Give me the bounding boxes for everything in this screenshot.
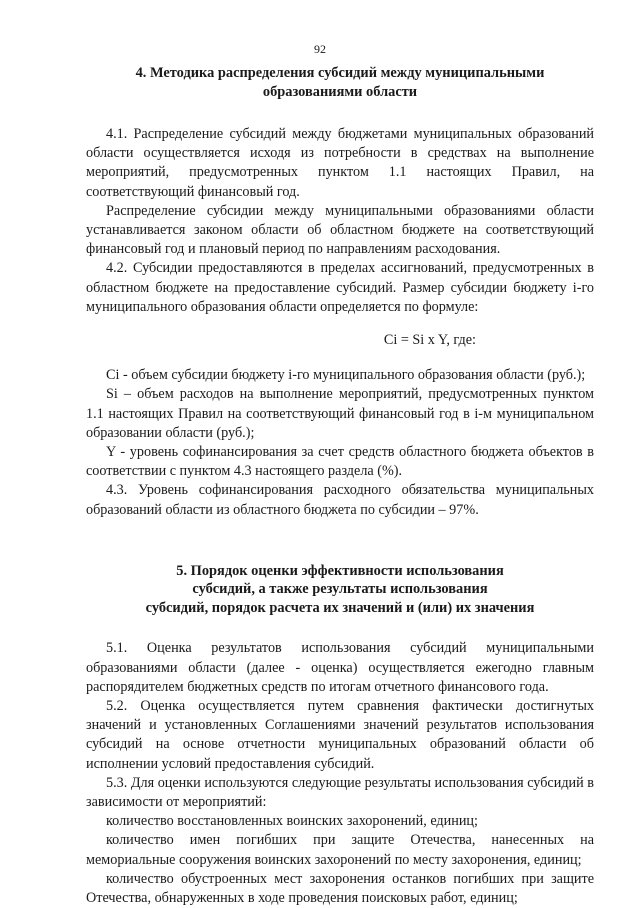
page-content <box>86 64 594 908</box>
paragraph-distribution: Распределение субсидии между муниципальными образованиями области устанавливается законом области об областном бюджете на соответствующий финансовый год и плановый период по направлениям расходования. <box>86 202 594 258</box>
definition-si: Si – объем расходов на выполнение мероприятий, предусмотренных пунктом 1.1 настоящих Правил на соответствующий финансовый год в i-м муниципальном образовании области (руб.); <box>86 386 594 441</box>
section-5-title <box>86 562 594 618</box>
paragraph-5-2: 5.2. Оценка осуществляется путем сравнения фактически достигнутых значений и установленных Соглашениями значений результатов использования субсидий на основе отчетности муниципальных образований области об исполнении условий предоставления субсидий. <box>86 697 594 772</box>
list-item-burial-places: количество обустроенных мест захоронения останков погибших при защите Отечества, обнаруженных в ходе проведения поисковых работ, единиц; <box>86 870 594 906</box>
paragraph-5-3: 5.3. Для оценки используются следующие результаты использования субсидий в зависимости от мероприятий: <box>86 774 594 810</box>
paragraph-4-3: 4.3. Уровень софинансирования расходного обязательства муниципальных образований области из областного бюджета по субсидии – 97%. <box>86 482 594 518</box>
section-4-title-line-1: 4. Методика распределения субсидий между муниципальными <box>135 65 545 81</box>
section-4-title <box>86 64 594 101</box>
definition-ci: Ci - объем субсидии бюджету i-го муниципального образования области (руб.); <box>106 367 586 384</box>
formula: Ci = Si x Y, где: <box>383 332 476 349</box>
section-5-title-line-3: субсидий, порядок расчета их значений и (или) их значения <box>145 599 535 616</box>
definition-y: Y - уровень софинансирования за счет средств областного бюджета объектов в соответствии с пунктом 4.3 настоящего раздела (%). <box>86 444 594 480</box>
paragraph-4-2: 4.2. Субсидии предоставляются в пределах ассигнований, предусмотренных в областном бюджете на предоставление субсидий. Размер субсидии бюджету i-го муниципального образования области определяется по формуле: <box>86 260 594 315</box>
section-5-title-line-2: субсидий, а также результаты использования <box>192 581 488 598</box>
section-4-title-line-2: образованиями области <box>262 83 418 100</box>
paragraph-5-1: 5.1. Оценка результатов использования субсидий муниципальными образованиями области (далее - оценка) осуществляется ежегодно главным распорядителем бюджетных средств по итогам отчетного финансового года. <box>86 640 594 695</box>
list-item-names-on-memorials: количество имен погибших при защите Отечества, нанесенных на мемориальные сооружения воинских захоронений по месту захоронения, единиц; <box>86 832 594 868</box>
paragraph-4-1: 4.1. Распределение субсидий между бюджетами муниципальных образований области осуществляется исходя из потребности в средствах на выполнение мероприятий, предусмотренных пунктом 1.1 настоящих Правил, на соответствующий финансовый год. <box>86 126 594 200</box>
list-item-restored-graves: количество восстановленных воинских захоронений, единиц; <box>106 813 478 830</box>
section-5-title-line-1: 5. Порядок оценки эффективности использования <box>176 562 504 579</box>
page-number: 92 <box>314 42 326 56</box>
